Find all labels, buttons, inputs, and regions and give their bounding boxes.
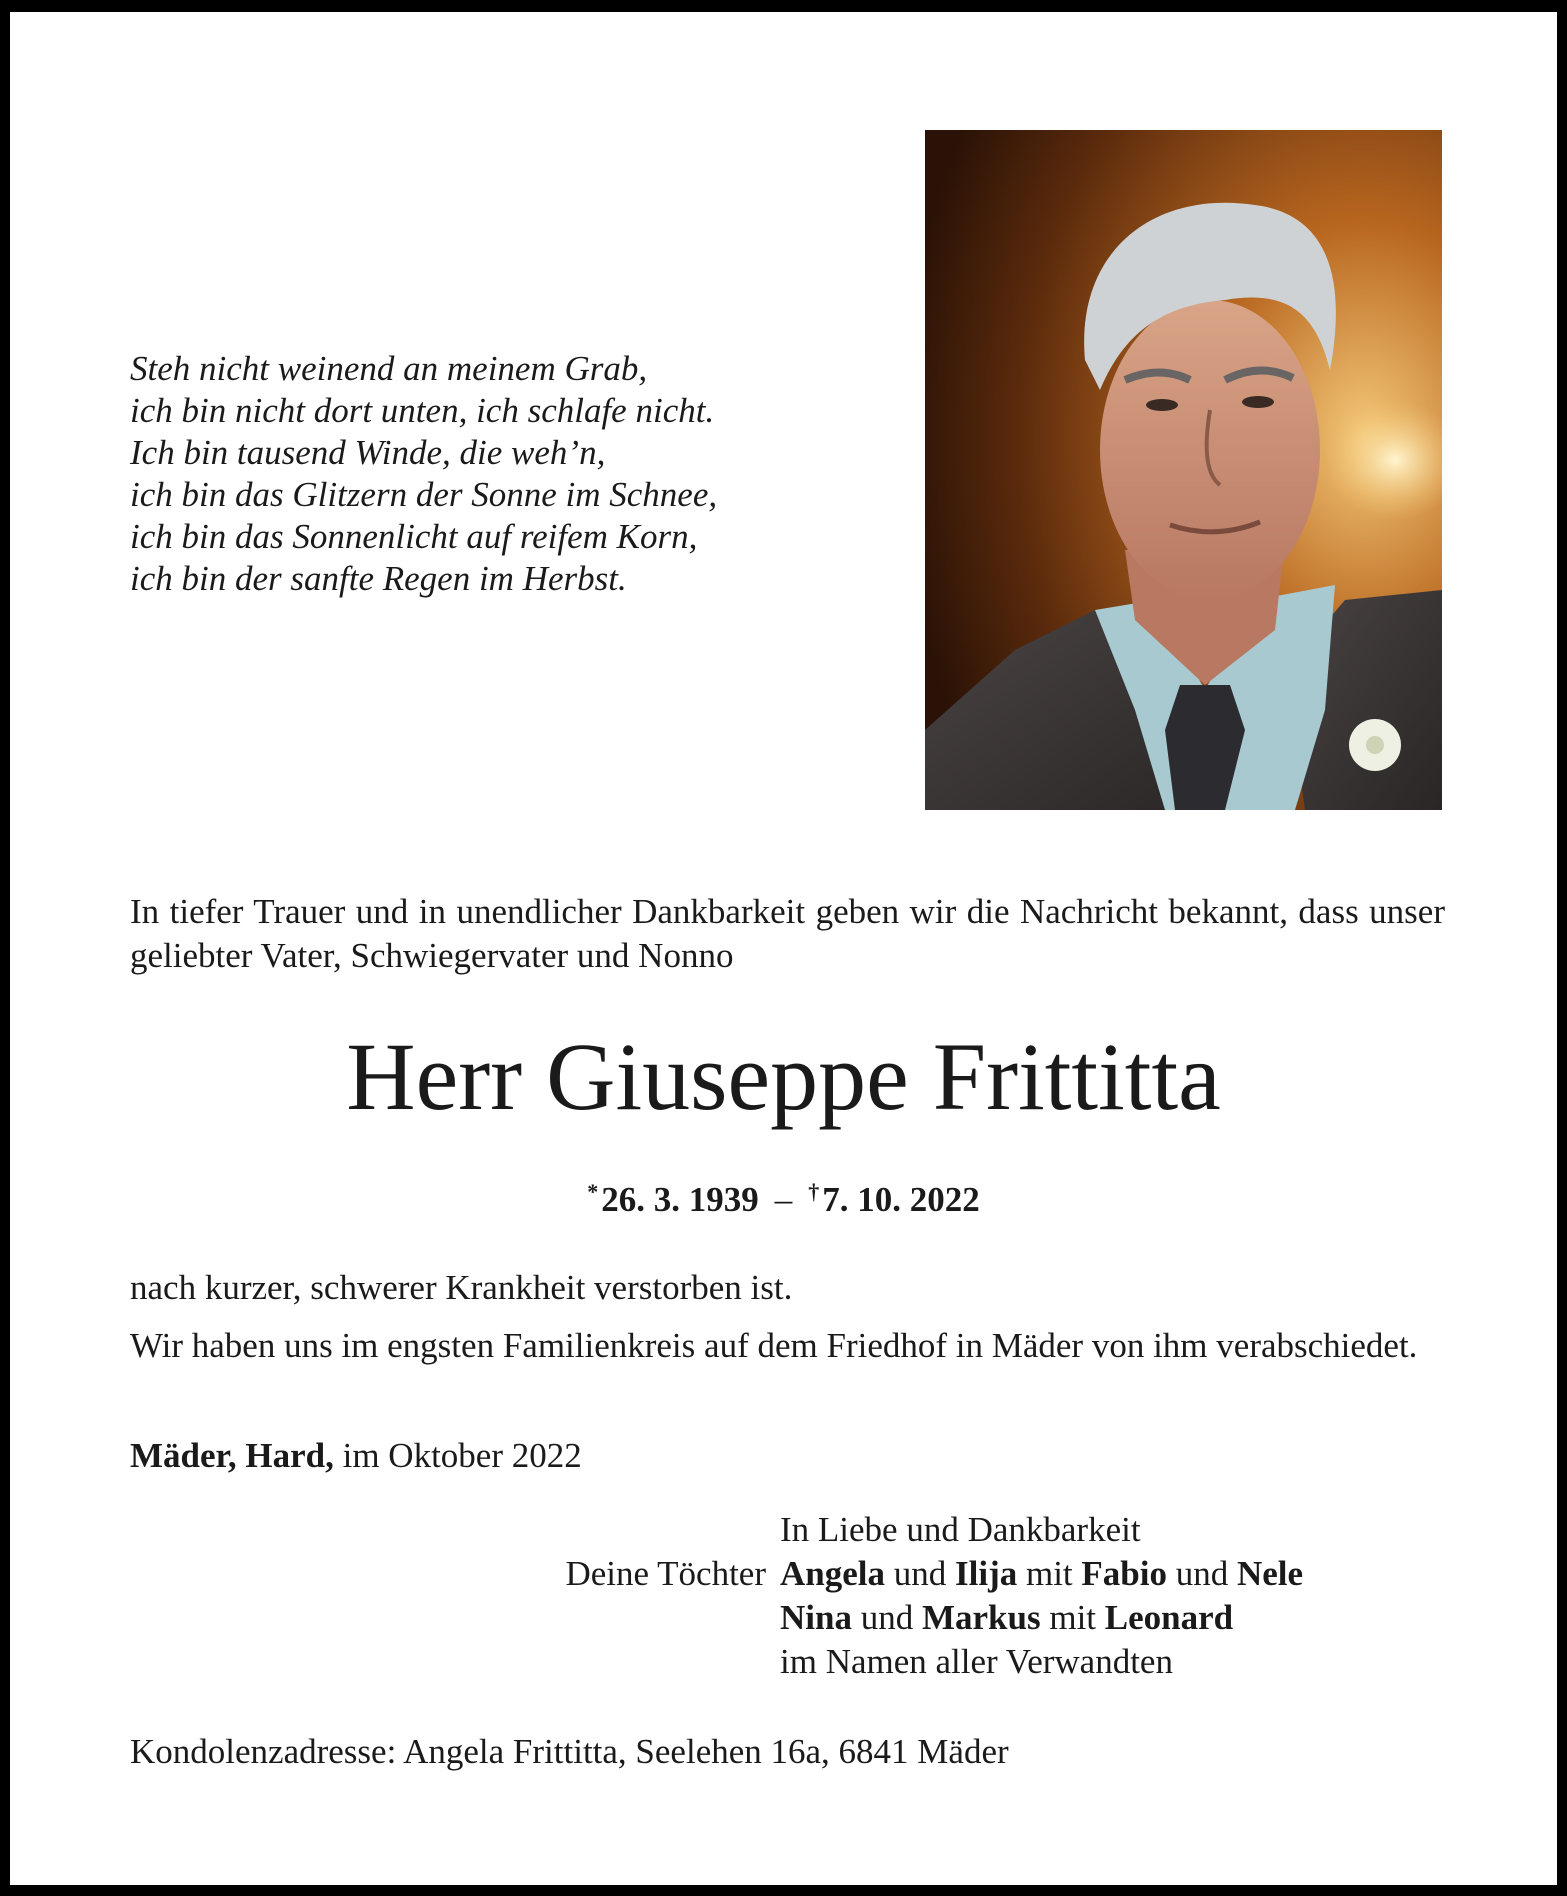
conjunction: und — [893, 1554, 947, 1593]
family-name: Ilija — [955, 1554, 1018, 1593]
signature-line: In Liebe und Dankbarkeit — [780, 1510, 1141, 1549]
poem-line: Steh nicht weinend an meinem Grab, — [130, 349, 648, 388]
month-year: im Oktober 2022 — [342, 1436, 582, 1475]
family-name: Fabio — [1081, 1554, 1167, 1593]
birth-date: 26. 3. 1939 — [601, 1180, 759, 1219]
poem-line: Ich bin tausend Winde, die weh’n, — [130, 433, 606, 472]
signature-label: Deine Töchter — [565, 1554, 766, 1593]
conjunction: und — [1175, 1554, 1229, 1593]
family-name: Nina — [780, 1598, 852, 1637]
passing-text: nach kurzer, schwerer Krankheit verstorben ist. — [130, 1268, 793, 1307]
birth-symbol: * — [587, 1179, 599, 1204]
poem-line: ich bin das Sonnenlicht auf reifem Korn, — [130, 517, 698, 556]
family-name: Markus — [921, 1598, 1041, 1637]
conjunction: mit — [1049, 1598, 1097, 1637]
life-dates — [10, 1170, 1557, 1222]
conjunction: und — [860, 1598, 914, 1637]
portrait-photo — [925, 130, 1442, 810]
family-name: Leonard — [1104, 1598, 1234, 1637]
conjunction: mit — [1025, 1554, 1073, 1593]
poem-line: ich bin der sanfte Regen im Herbst. — [130, 559, 627, 598]
poem-line: ich bin das Glitzern der Sonne im Schnee, — [130, 475, 718, 514]
condolence-address: Kondolenzadresse: Angela Frittitta, Seelehen 16a, 6841 Mäder — [130, 1732, 1009, 1771]
farewell-text: Wir haben uns im engsten Familienkreis auf dem Friedhof in Mäder von ihm verabschiedet. — [130, 1326, 1418, 1365]
poem — [130, 348, 717, 600]
place-names: Mäder, Hard, — [130, 1436, 334, 1475]
signature-line — [780, 1596, 1303, 1640]
signature-line — [780, 1552, 1303, 1596]
date-separator: – — [774, 1180, 793, 1219]
intro-text: In tiefer Trauer und in unendlicher Dankbarkeit geben wir die Nachricht bekannt, dass unser geliebter Vater, Schwiegervater und Nonno — [130, 892, 1445, 975]
signature-block — [780, 1508, 1303, 1684]
family-name: Angela — [780, 1554, 885, 1593]
death-date: 7. 10. 2022 — [822, 1180, 980, 1219]
death-symbol: † — [808, 1179, 820, 1204]
family-name: Nele — [1237, 1554, 1304, 1593]
poem-line: ich bin nicht dort unten, ich schlafe nicht. — [130, 391, 715, 430]
place-date — [130, 1434, 582, 1478]
signature-line: im Namen aller Verwandten — [780, 1642, 1173, 1681]
deceased-name: Herr Giuseppe Frittitta — [346, 1023, 1221, 1130]
obituary-card — [10, 12, 1557, 1885]
